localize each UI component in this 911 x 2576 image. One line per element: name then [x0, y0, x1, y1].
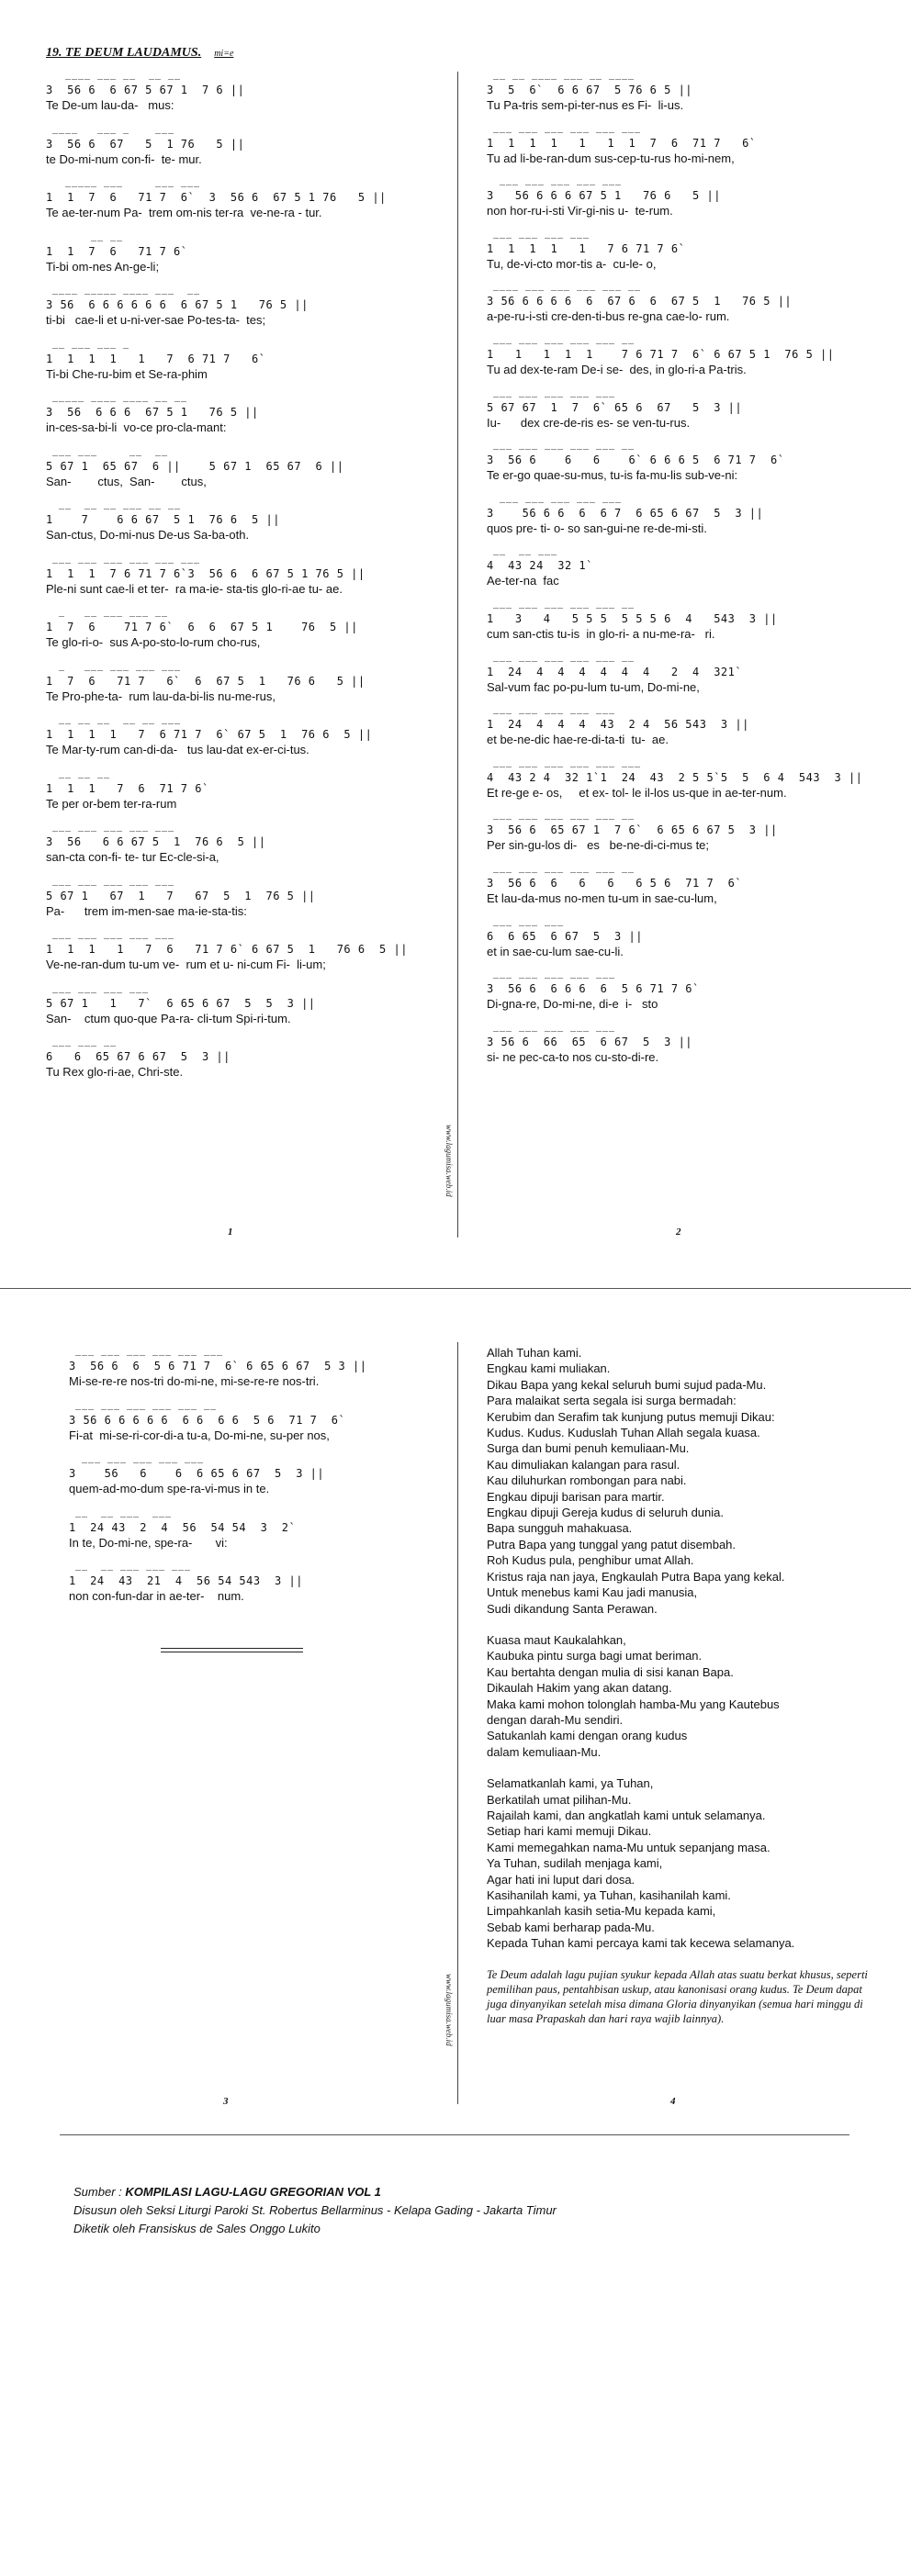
lyric-line: Te glo-ri-o- sus A-po-sto-lo-rum cho-rus,	[46, 635, 261, 649]
page-2	[487, 73, 872, 1078]
neume-grouping-marks: ___ ___ __ __	[46, 449, 214, 459]
verse-line: Limpahkanlah kasih setia-Mu kepada kami,	[487, 1904, 716, 1919]
verse-line: Bapa sungguh mahakuasa.	[487, 1521, 633, 1536]
score-line	[487, 761, 872, 812]
score-line	[69, 1564, 432, 1616]
neume-grouping-marks: __ ___ ___ _	[46, 342, 208, 352]
lyric-line: Tu, de-vi-cto mor-tis a- cu-le- o,	[487, 256, 657, 271]
score-line	[487, 1025, 872, 1076]
neume-grouping-marks: __ __ ____ ___ __ ____	[487, 73, 642, 83]
side-url-top: www.lagumisa.web.id	[444, 1125, 454, 1197]
neume-grouping-marks: ____ _____ ____ ___ __	[46, 288, 208, 297]
lyric-line: Sal-vum fac po-pu-lum tu-um, Do-mi-ne,	[487, 679, 700, 694]
verse-line: Kristus raja nan jaya, Engkaulah Putra Bapa yang kekal.	[487, 1569, 785, 1584]
verse-line: Para malaikat serta segala isi surga bermadah:	[487, 1394, 737, 1408]
cipher-notation: 1 7 6 71 7 6` 6 67 5 1 76 6 5 ||	[46, 674, 366, 688]
neume-grouping-marks: ___ ___ ___ ___ ___	[487, 179, 648, 189]
lyric-line: Tu Rex glo-ri-ae, Chri-ste.	[46, 1065, 184, 1079]
neume-grouping-marks: ____ ___ _ ___	[46, 127, 208, 137]
neume-grouping-marks: ___ ___ ___ ___ ___ __	[487, 601, 642, 611]
score-line	[487, 549, 872, 599]
score-line	[69, 1511, 432, 1562]
neume-grouping-marks: ___ ___ ___ ___ ___	[46, 933, 188, 942]
score-line	[46, 557, 432, 609]
score-line	[69, 1350, 432, 1401]
verse-line: Kami memegahkan nama-Mu untuk sepanjang masa.	[487, 1840, 770, 1854]
lyric-line: Iu- dex cre-de-ris es- se ven-tu-rus.	[487, 415, 691, 430]
score-line	[46, 396, 432, 447]
verse-line: Kerubim dan Serafim tak kunjung putus memuji Dikau:	[487, 1409, 775, 1424]
cipher-notation: 1 1 1 1 1 7 6 71 7 6`	[487, 241, 686, 255]
page-1-score	[46, 73, 432, 1092]
verse-line: Sebab kami berharap pada-Mu.	[487, 1920, 655, 1934]
cipher-notation: 3 56 6 6 67 5 1 76 6 5 ||	[46, 835, 266, 848]
lyric-line: Ae-ter-na fac	[487, 574, 559, 588]
score-line	[46, 879, 432, 931]
verse-line: Kudus. Kudus. Kuduslah Tuhan Allah segala kuasa.	[487, 1426, 760, 1440]
score-line	[487, 391, 872, 442]
score-line	[487, 602, 872, 653]
lyric-line: si- ne pec-ca-to nos cu-sto-di-re.	[487, 1049, 659, 1064]
lyric-line: Di-gna-re, Do-mi-ne, di-e i- sto	[487, 997, 658, 1012]
score-line	[46, 181, 432, 232]
cipher-notation: 1 24 4 4 4 43 2 4 56 543 3 ||	[487, 718, 749, 732]
cipher-notation: 5 67 67 1 7 6` 65 6 67 5 3 ||	[487, 400, 743, 414]
cipher-notation: 1 3 4 5 5 5 5 5 5 6 4 543 3 ||	[487, 611, 778, 625]
cipher-notation: 3 56 6 65 67 1 7 6` 6 65 6 67 5 3 ||	[487, 823, 778, 837]
cipher-notation: 1 7 6 71 7 6` 6 6 67 5 1 76 5 ||	[46, 621, 358, 633]
translation-text	[487, 1345, 872, 1952]
page-number-2: 2	[676, 1226, 681, 1238]
cipher-notation: 6 6 65 67 6 67 5 3 ||	[46, 1050, 231, 1063]
score-line	[46, 987, 432, 1038]
te-deum-note: Te Deum adalah lagu pujian syukur kepada Allah atas suatu berkat khusus, seperti pemilihan paus, pentahbisan uskup, atau kanonisasi orang kudus. Te Deum dapat juga dinyanyikan setelah misa dimana Gloria dinyanyikan (semua hari minggu di luar masa Prapaskah dan hari raya wajib lainnya).	[487, 1967, 868, 2025]
verse-block	[487, 1345, 872, 1617]
cipher-notation: 1 1 1 7 6 71 7 6`	[46, 781, 209, 795]
cipher-notation: 4 43 2 4 32 1`1 24 43 2 5 5`5 5 6 4 543 3 ||	[487, 770, 863, 784]
neume-grouping-marks: __ __ ___ ___	[69, 1510, 231, 1520]
score-line	[69, 1457, 432, 1508]
side-url-bottom: www.lagumisa.web.id	[444, 1974, 454, 2046]
verse-block	[487, 1775, 872, 1951]
score-line	[487, 73, 872, 124]
lyric-line: cum san-ctis tu-is in glo-ri- a nu-me-ra- ri.	[487, 626, 715, 641]
score-line	[46, 235, 432, 286]
score-line	[46, 128, 432, 179]
verse-line: Kau bertahta dengan mulia di sisi kanan Bapa.	[487, 1664, 734, 1679]
cipher-notation: 3 56 6 67 5 1 76 5 ||	[46, 137, 245, 151]
cipher-notation: 1 1 1 1 7 6 71 7 6` 6 67 5 1 76 6 5 ||	[46, 943, 408, 956]
page-divider-bottom	[457, 1342, 458, 2104]
neume-grouping-marks: ___ ___ ___ ___ ___	[487, 496, 642, 506]
lyric-line: Te Mar-ty-rum can-di-da- tus lau-dat ex-er-ci-tus.	[46, 743, 309, 756]
cipher-notation: 5 67 1 67 1 7 67 5 1 76 5 ||	[46, 889, 316, 902]
neume-grouping-marks: __ __ __ __ __ ___	[46, 718, 201, 727]
neume-grouping-marks: ___ ___ ___ ___ ___	[487, 1025, 642, 1035]
lyric-line: In te, Do-mi-ne, spe-ra- vi:	[69, 1535, 228, 1550]
lyric-line: quem-ad-mo-dum spe-ra-vi-mus in te.	[69, 1482, 270, 1495]
lyric-line: Ti-bi Che-ru-bim et Se-ra-phim	[46, 366, 208, 381]
neume-grouping-marks: ___ ___ ___ ___	[487, 231, 642, 241]
neume-grouping-marks: ___ ___ ___ ___	[46, 986, 188, 996]
neume-grouping-marks: ___ ___ ___ ___ ___	[46, 879, 188, 889]
verse-line: Kasihanilah kami, ya Tuhan, kasihanilah kami.	[487, 1888, 731, 1902]
score-line	[487, 708, 872, 758]
verse-line: Kau diluhurkan rombongan para nabi.	[487, 1473, 687, 1488]
verse-line: Engkau kami muliakan.	[487, 1361, 611, 1376]
score-line	[487, 179, 872, 230]
lyric-line: ti-bi cae-li et u-ni-ver-sae Po-tes-ta- tes;	[46, 313, 266, 327]
lyric-line: non con-fun-dar in ae-ter- num.	[69, 1589, 244, 1603]
verse-line: Roh Kudus pula, penghibur umat Allah.	[487, 1553, 694, 1568]
verse-line: Engkau dipuji barisan para martir.	[487, 1489, 665, 1504]
neume-grouping-marks: ___ ___ ___ ___ ___	[487, 972, 642, 982]
score-line	[487, 867, 872, 917]
verse-line: Allah Tuhan kami.	[487, 1346, 582, 1360]
lyric-line: Te Pro-phe-ta- rum lau-da-bi-lis nu-me-rus,	[46, 689, 276, 703]
source-heading: Sumber : KOMPILASI LAGU-LAGU GREGORIAN VOL 1	[73, 2185, 381, 2199]
lyric-line: Te er-go quae-su-mus, tu-is fa-mu-lis sub-ve-ni:	[487, 468, 738, 483]
page-3-score	[69, 1350, 432, 1616]
source-credit	[73, 2183, 557, 2238]
verse-line: Ya Tuhan, sudilah menjaga kami,	[487, 1856, 663, 1871]
lyric-line: Ple-ni sunt cae-li et ter- ra ma-ie- sta-tis glo-ri-ae tu- ae.	[46, 581, 343, 596]
cipher-notation: 1 1 1 7 6 71 7 6`3 56 6 6 67 5 1 76 5 ||	[46, 566, 366, 580]
cipher-notation: 4 43 24 32 1`	[487, 559, 593, 573]
verse-line: Satukanlah kami dengan orang kudus	[487, 1729, 688, 1743]
neume-grouping-marks: _ ___ ___ ___ ___	[46, 664, 208, 674]
neume-grouping-marks: ___ ___ ___ ___ ___ __	[487, 337, 642, 347]
page-1	[46, 46, 432, 1094]
cipher-notation: 1 1 7 6 71 7 6`	[46, 244, 188, 258]
cipher-notation: 1 1 1 1 1 1 1 7 6 71 7 6`	[487, 136, 757, 150]
verse-line: Setiap hari kami memuji Dikau.	[487, 1824, 652, 1839]
score-line	[487, 497, 872, 547]
neume-grouping-marks: _____ ___ ___ ___	[46, 181, 208, 190]
cipher-notation: 1 1 1 1 7 6 71 7 6` 67 5 1 76 6 5 ||	[46, 728, 373, 741]
page-4	[487, 1345, 872, 2026]
lyric-line: in-ces-sa-bi-li vo-ce pro-cla-mant:	[46, 420, 227, 434]
score-line	[487, 920, 872, 970]
lyric-line: Fi-at mi-se-ri-cor-di-a tu-a, Do-mi-ne, su-per nos,	[69, 1428, 330, 1442]
neume-grouping-marks: _ __ ___ ___ __	[46, 610, 208, 620]
footer-separator	[60, 2134, 849, 2135]
verse-line: Rajailah kami, dan angkatlah kami untuk selamanya.	[487, 1808, 766, 1822]
verse-line: Engkau dipuji Gereja kudus di seluruh dunia.	[487, 1506, 725, 1520]
cipher-notation: 1 1 1 1 1 7 6 71 7 6` 6 67 5 1 76 5 ||	[487, 347, 835, 361]
cipher-notation: 3 56 6 6 6 6 6 5 6 71 7 6`	[487, 982, 700, 996]
neume-grouping-marks: ___ ___ ___ ___ ___ __	[487, 866, 642, 876]
neume-grouping-marks: ___ ___ ___ ___ ___ ___	[69, 1350, 231, 1359]
cipher-notation: 6 6 65 6 67 5 3 ||	[487, 929, 643, 943]
cipher-notation: 3 56 6 6 6 6` 6 6 6 5 6 71 7 6`	[487, 454, 785, 467]
score-line	[487, 232, 872, 283]
lyric-line: Pa- trem im-men-sae ma-ie-sta-tis:	[46, 903, 247, 918]
score-line	[46, 772, 432, 823]
cipher-notation: 1 24 43 2 4 56 54 54 3 2`	[69, 1520, 297, 1534]
cipher-notation: 3 56 6 6 6 67 5 1 76 5 ||	[46, 406, 259, 419]
cipher-notation: 3 56 6 6 67 5 67 1 7 6 ||	[46, 84, 245, 96]
lyric-line: San- ctum quo-que Pa-ra- cli-tum Spi-ri-tum.	[46, 1011, 291, 1025]
verse-line: Putra Bapa yang tunggal yang patut disembah.	[487, 1537, 737, 1551]
cipher-notation: 5 67 1 1 7` 6 65 6 67 5 5 3 ||	[46, 996, 316, 1010]
verse-line: dengan darah-Mu sendiri.	[487, 1712, 624, 1727]
lyric-line: quos pre- ti- o- so san-gui-ne re-de-mi-sti.	[487, 521, 707, 535]
lyric-line: Et lau-da-mus no-men tu-um in sae-cu-lum,	[487, 890, 717, 905]
verse-line: Kepada Tuhan kami percaya kami tak kecewa selamanya.	[487, 1936, 795, 1951]
lyric-line: Te ae-ter-num Pa- trem om-nis ter-ra ve-ne-ra - tur.	[46, 206, 322, 219]
score-line	[69, 1404, 432, 1455]
neume-grouping-marks: ___ ___ ___ ___ ___	[46, 825, 195, 834]
lyric-line: te Do-mi-num con-fi- te- mur.	[46, 151, 202, 166]
score-line	[46, 503, 432, 554]
cipher-notation: 1 1 7 6 71 7 6` 3 56 6 67 5 1 76 5 ||	[46, 191, 387, 204]
neume-grouping-marks: __ __ ___ ___ ___	[69, 1564, 231, 1574]
score-line	[46, 73, 432, 125]
verse-line: Dikaulah Hakim yang akan datang.	[487, 1681, 672, 1696]
lyric-line: Tu ad dex-te-ram De-i se- des, in glo-ri-a Pa-tris.	[487, 362, 747, 376]
neume-grouping-marks: __ __ ___	[487, 549, 648, 559]
neume-grouping-marks: ___ ___ ___ ___ ___ __	[487, 655, 642, 665]
cipher-notation: 3 56 6 6 6 6 6 5 6 71 7 6`	[487, 876, 743, 890]
verse-line: Kuasa maut Kaukalahkan,	[487, 1632, 626, 1647]
lyric-line: Ti-bi om-nes An-ge-li;	[46, 259, 160, 274]
neume-grouping-marks: ___ ___ ___	[487, 919, 648, 929]
neume-grouping-marks: ____ ___ __ __ __	[46, 73, 208, 83]
lyric-line: San- ctus, San- ctus,	[46, 474, 207, 488]
neume-grouping-marks: ____ ___ ___ ___ ___ __	[487, 285, 648, 295]
cipher-notation: 5 67 1 65 67 6 || 5 67 1 65 67 6 ||	[46, 459, 344, 473]
page-number-1: 1	[228, 1226, 233, 1238]
cipher-notation: 1 1 1 1 1 7 6 71 7 6`	[46, 352, 266, 365]
score-line	[46, 933, 432, 984]
source-title: KOMPILASI LAGU-LAGU GREGORIAN VOL 1	[125, 2185, 381, 2199]
cipher-notation: 3 5 6` 6 6 67 5 76 6 5 ||	[487, 84, 693, 96]
cipher-notation: 3 56 6 6 6 6 6 6 6 67 5 1 76 5 ||	[46, 298, 309, 311]
cipher-notation: 1 24 43 21 4 56 54 543 3 ||	[69, 1574, 303, 1587]
neume-grouping-marks: ___ ___ ___ ___ ___ ___	[487, 126, 648, 136]
lyric-line: San-ctus, Do-mi-nus De-us Sa-ba-oth.	[46, 528, 250, 542]
score-line	[487, 285, 872, 335]
verse-line: Surga dan bumi penuh kemuliaan-Mu.	[487, 1441, 690, 1456]
end-double-bar	[161, 1648, 303, 1652]
cipher-notation: 3 56 6 6 6 67 5 1 76 6 5 ||	[487, 189, 721, 203]
score-line	[46, 610, 432, 662]
neume-grouping-marks: ___ ___ __	[46, 1040, 188, 1049]
lyric-line: Et re-ge e- os, et ex- tol- le il-los us-que in ae-ter-num.	[487, 785, 787, 800]
cipher-notation: 3 56 6 6 6 6 6 6 6 6 6 5 6 71 7 6`	[69, 1413, 346, 1427]
cipher-notation: 3 56 6 6 6 65 6 67 5 3 ||	[69, 1467, 325, 1480]
score-line	[46, 342, 432, 394]
lyric-line: non hor-ru-i-sti Vir-gi-nis u- te-rum.	[487, 204, 673, 218]
song-title: 19. TE DEUM LAUDAMUS. mi=e	[46, 46, 234, 60]
neume-grouping-marks: ___ ___ ___ ___ ___ __	[487, 443, 642, 454]
lyric-line: Mi-se-re-re nos-tri do-mi-ne, mi-se-re-re nos-tri.	[69, 1374, 320, 1388]
neume-grouping-marks: __ __ __	[46, 771, 195, 781]
lyric-line: a-pe-ru-i-sti cre-den-ti-bus re-gna cae-lo- rum.	[487, 309, 730, 324]
score-line	[46, 825, 432, 877]
lyric-line: Tu ad li-be-ran-dum sus-cep-tu-rus ho-mi-nem,	[487, 151, 735, 165]
neume-grouping-marks: ___ ___ ___ ___ ___ __	[69, 1403, 224, 1413]
song-mode: mi=e	[214, 49, 234, 59]
lyric-line: Tu Pa-tris sem-pi-ter-nus es Fi- li-us.	[487, 98, 684, 112]
cipher-notation: 3 56 6 6 6 6 6 67 6 6 67 5 1 76 5 ||	[487, 295, 793, 308]
verse-line: dalam kemuliaan-Mu.	[487, 1744, 602, 1759]
score-line	[487, 443, 872, 494]
page-divider-top	[457, 72, 458, 1238]
page-number-3: 3	[223, 2096, 229, 2107]
score-line	[487, 338, 872, 388]
page-number-4: 4	[670, 2096, 676, 2107]
lyric-line: Ve-ne-ran-dum tu-um ve- rum et u- ni-cum Fi- li-um;	[46, 958, 326, 971]
verse-block	[487, 1632, 872, 1760]
verse-line: Untuk menebus kami Kau jadi manusia,	[487, 1585, 698, 1600]
neume-grouping-marks: __ __ __ ___ __ __	[46, 503, 214, 512]
cipher-notation: 3 56 6 66 65 6 67 5 3 ||	[487, 1035, 693, 1048]
cipher-notation: 1 7 6 6 67 5 1 76 6 5 ||	[46, 513, 280, 526]
page-2-score	[487, 73, 872, 1076]
sheet-separator	[0, 1288, 911, 1289]
verse-line: Kau dimuliakan kalangan para rasul.	[487, 1457, 680, 1472]
cipher-notation: 1 24 4 4 4 4 4 4 2 4 321`	[487, 665, 743, 678]
score-line	[46, 665, 432, 716]
score-line	[46, 288, 432, 340]
neume-grouping-marks: __ __	[46, 234, 201, 244]
score-line	[487, 972, 872, 1023]
verse-line: Maka kami mohon tolonglah hamba-Mu yang Kautebus	[487, 1697, 780, 1711]
lyric-line: Te De-um lau-da- mus:	[46, 98, 174, 112]
neume-grouping-marks: ___ ___ ___ ___ ___ ___	[487, 760, 648, 770]
score-line	[487, 813, 872, 864]
score-line	[46, 718, 432, 769]
source-compiler: Disusun oleh Seksi Liturgi Paroki St. Robertus Bellarminus - Kelapa Gading - Jakarta Timur	[73, 2203, 557, 2217]
verse-line: Sudi dikandung Santa Perawan.	[487, 1601, 658, 1616]
verse-line: Agar hati ini luput dari dosa.	[487, 1872, 635, 1887]
lyric-line: san-cta con-fi- te- tur Ec-cle-si-a,	[46, 850, 219, 864]
cipher-notation: 3 56 6 6 5 6 71 7 6` 6 65 6 67 5 3 ||	[69, 1360, 367, 1372]
verse-line: Berkatilah umat pilihan-Mu.	[487, 1792, 632, 1807]
score-line	[46, 450, 432, 501]
page-3	[69, 1350, 432, 1618]
neume-grouping-marks: _____ ____ ____ __ __	[46, 396, 208, 405]
lyric-line: et in sae-cu-lum sae-cu-li.	[487, 944, 624, 958]
lyric-line: Te per or-bem ter-ra-rum	[46, 796, 177, 811]
neume-grouping-marks: ___ ___ ___ ___ ___	[487, 390, 642, 400]
neume-grouping-marks: ___ ___ ___ ___ ___ ___	[46, 556, 208, 566]
neume-grouping-marks: ___ ___ ___ ___ ___	[487, 708, 642, 718]
lyric-line: Per sin-gu-los di- es be-ne-di-ci-mus te;	[487, 838, 710, 853]
score-line	[46, 1040, 432, 1092]
score-line	[487, 127, 872, 177]
lyric-line: et be-ne-dic hae-re-di-ta-ti tu- ae.	[487, 733, 669, 747]
cipher-notation: 3 56 6 6 6 6 7 6 65 6 67 5 3 ||	[487, 506, 764, 520]
verse-line: Selamatkanlah kami, ya Tuhan,	[487, 1776, 654, 1791]
score-line	[487, 655, 872, 706]
verse-line: Kaubuka pintu surga bagi umat beriman.	[487, 1649, 703, 1663]
source-typist: Diketik oleh Fransiskus de Sales Onggo Lukito	[73, 2222, 321, 2235]
verse-line: Dikau Bapa yang kekal seluruh bumi sujud pada-Mu.	[487, 1377, 767, 1392]
neume-grouping-marks: ___ ___ ___ ___ ___ __	[487, 813, 642, 823]
neume-grouping-marks: ___ ___ ___ ___ ___	[69, 1457, 224, 1466]
